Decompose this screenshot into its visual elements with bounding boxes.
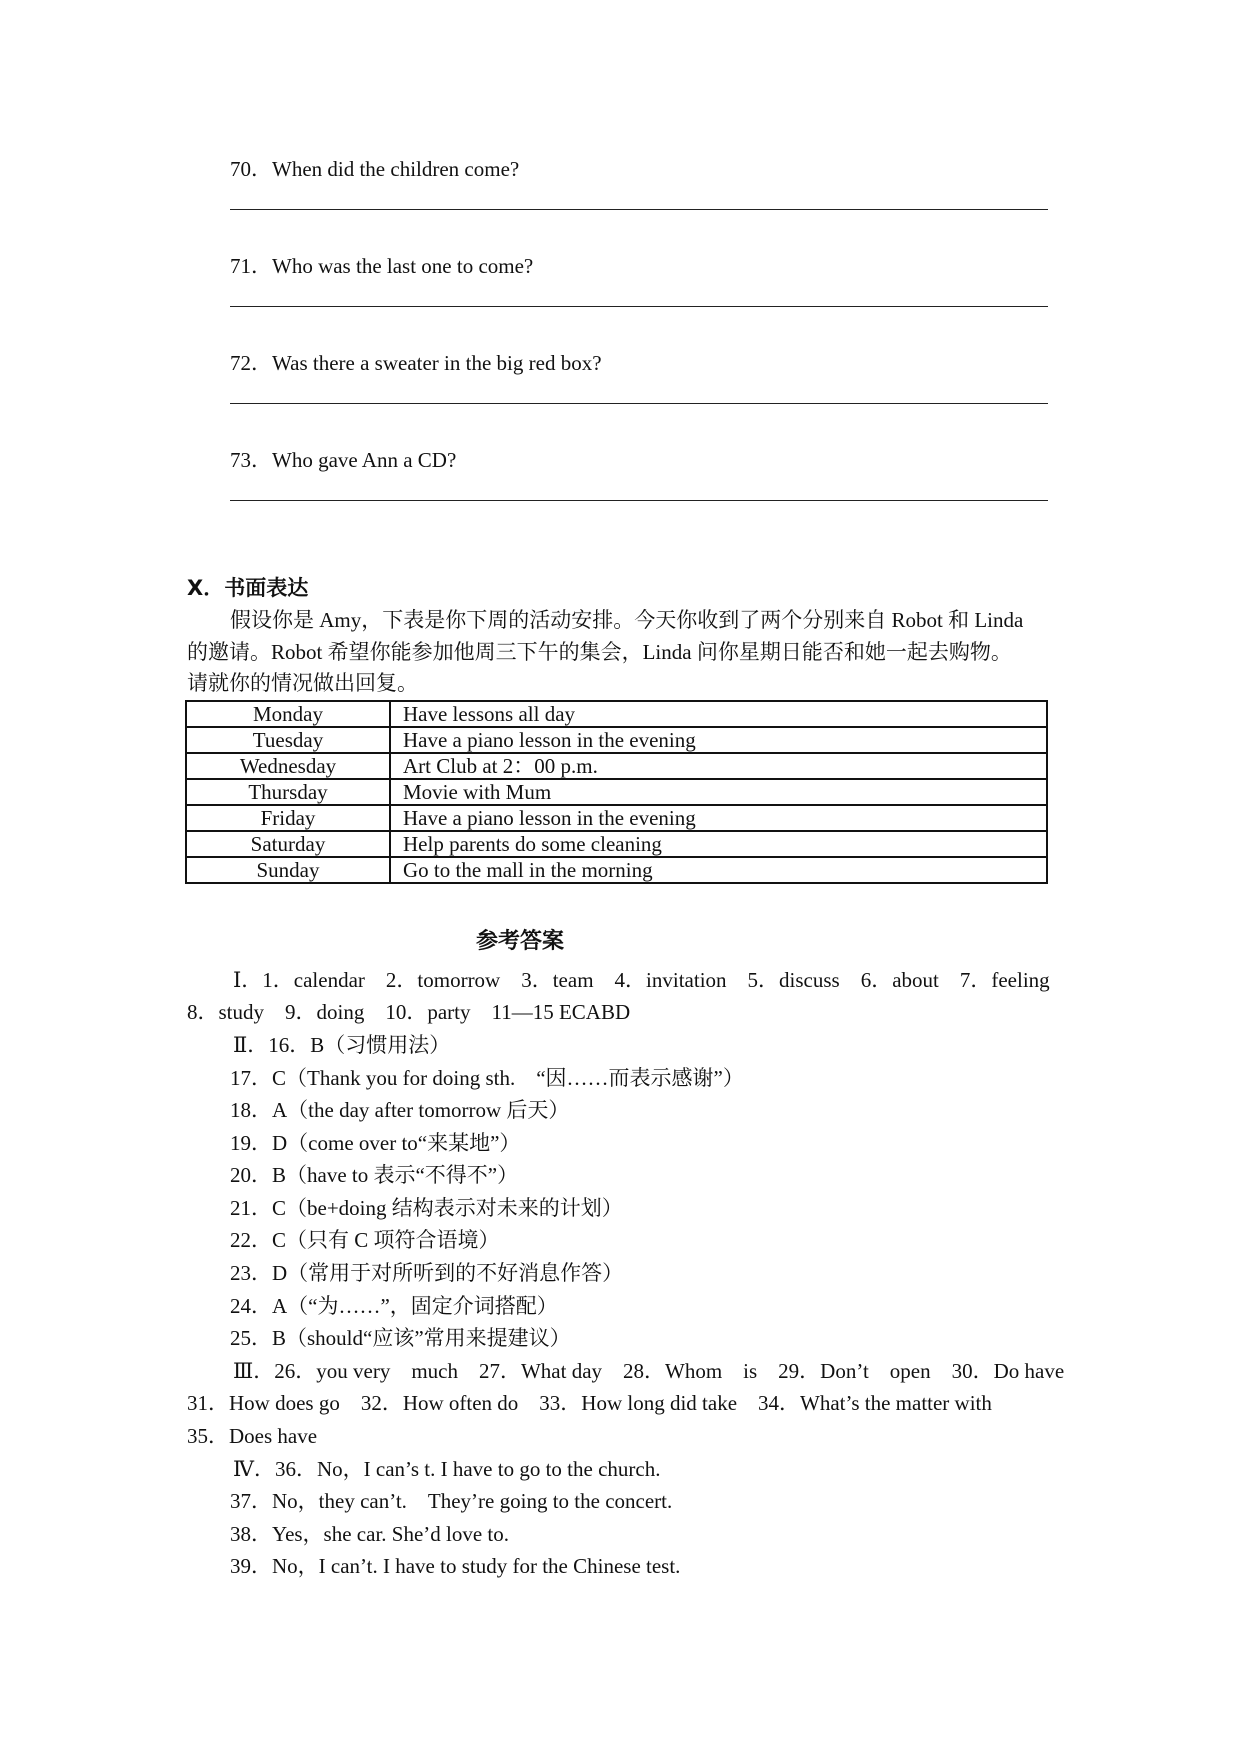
activity-cell: Art Club at 2：00 p.m. [390, 753, 1047, 779]
table-row [186, 857, 1047, 883]
writing-paragraph-line: 的邀请。Robot 希望你能参加他周三下午的集会，Linda 问你星期日能否和她一起去购物。 [187, 640, 1012, 664]
answer-line-text: 20．B（have to 表示“不得不”） [230, 1163, 519, 1187]
answer-line-text: 19．D（come over to“来某地”） [230, 1131, 521, 1155]
table-row [186, 805, 1047, 831]
table-row [186, 753, 1047, 779]
activity-cell: Have a piano lesson in the evening [390, 727, 1047, 753]
answer-line [230, 209, 1048, 210]
table-row [186, 779, 1047, 805]
answer-line-text: 21．C（be+doing 结构表示对未来的计划） [230, 1196, 623, 1220]
answer-line-text: Ⅲ．26．you very much 27．What day 28．Whom is 29．Don’t open 30．Do have [233, 1359, 1065, 1383]
day-cell: Monday [186, 701, 390, 727]
activity-cell: Help parents do some cleaning [390, 831, 1047, 857]
question-text: Who gave Ann a CD? [272, 448, 457, 472]
writing-paragraph-line: 假设你是 Amy，下表是你下周的活动安排。今天你收到了两个分别来自 Robot 和 Linda [230, 608, 1024, 632]
activity-cell: Go to the mall in the morning [390, 857, 1047, 883]
day-cell: Thursday [186, 779, 390, 805]
question-text: Who was the last one to come? [272, 254, 534, 278]
question-number: 70． [230, 157, 272, 181]
answer-line-text: 38．Yes，she car. She’d love to. [230, 1522, 510, 1546]
answer-line-text: 17．C（Thank you for doing sth. “因……而表示感谢”） [230, 1066, 744, 1090]
answer-line-text: Ⅳ．36．No，I can’s t. I have to go to the church. [233, 1457, 661, 1481]
question-number: 73． [230, 448, 272, 472]
answer-line [230, 306, 1048, 307]
schedule-table [185, 700, 1048, 884]
question-73 [230, 444, 456, 474]
answer-line-text: Ⅱ．16．B（习惯用法） [233, 1033, 451, 1057]
question-text: Was there a sweater in the big red box? [272, 351, 602, 375]
writing-paragraph-line: 请就你的情况做出回复。 [187, 671, 418, 695]
day-cell: Sunday [186, 857, 390, 883]
activity-cell: Movie with Mum [390, 779, 1047, 805]
answer-line [230, 500, 1048, 501]
table-row [186, 831, 1047, 857]
question-text: When did the children come? [272, 157, 520, 181]
day-cell: Tuesday [186, 727, 390, 753]
answer-line-text: 23．D（常用于对所听到的不好消息作答） [230, 1261, 624, 1285]
activity-cell: Have lessons all day [390, 701, 1047, 727]
answers-title: 参考答案 [476, 929, 565, 954]
answer-line-text: 31．How does go 32．How often do 33．How long did take 34．What’s the matter with [187, 1391, 992, 1415]
writing-heading: Ⅹ．书面表达 [187, 576, 309, 600]
question-72 [230, 347, 602, 377]
answer-line-text: 37．No，they can’t. They’re going to the concert. [230, 1489, 673, 1513]
answer-line-text: 35．Does have [187, 1424, 318, 1448]
answer-line-text: 24．A（“为……”，固定介词搭配） [230, 1294, 558, 1318]
activity-cell: Have a piano lesson in the evening [390, 805, 1047, 831]
table-row [186, 727, 1047, 753]
answer-line [230, 403, 1048, 404]
question-number: 72． [230, 351, 272, 375]
answer-line-text: 18．A（the day after tomorrow 后天） [230, 1098, 570, 1122]
question-71 [230, 250, 533, 280]
answer-line-text: 8．study 9．doing 10．party 11—15 ECABD [187, 1000, 631, 1024]
question-number: 71． [230, 254, 272, 278]
day-cell: Friday [186, 805, 390, 831]
table-row [186, 701, 1047, 727]
day-cell: Wednesday [186, 753, 390, 779]
answer-line-text: 22．C（只有 C 项符合语境） [230, 1228, 500, 1252]
answer-line-text: 39．No，I can’t. I have to study for the Chinese test. [230, 1554, 681, 1578]
answer-line-text: Ⅰ．1．calendar 2．tomorrow 3．team 4．invitation 5．discuss 6．about 7．feeling [233, 968, 1050, 992]
question-70 [230, 153, 519, 183]
answer-line-text: 25．B（should“应该”常用来提建议） [230, 1326, 571, 1350]
day-cell: Saturday [186, 831, 390, 857]
